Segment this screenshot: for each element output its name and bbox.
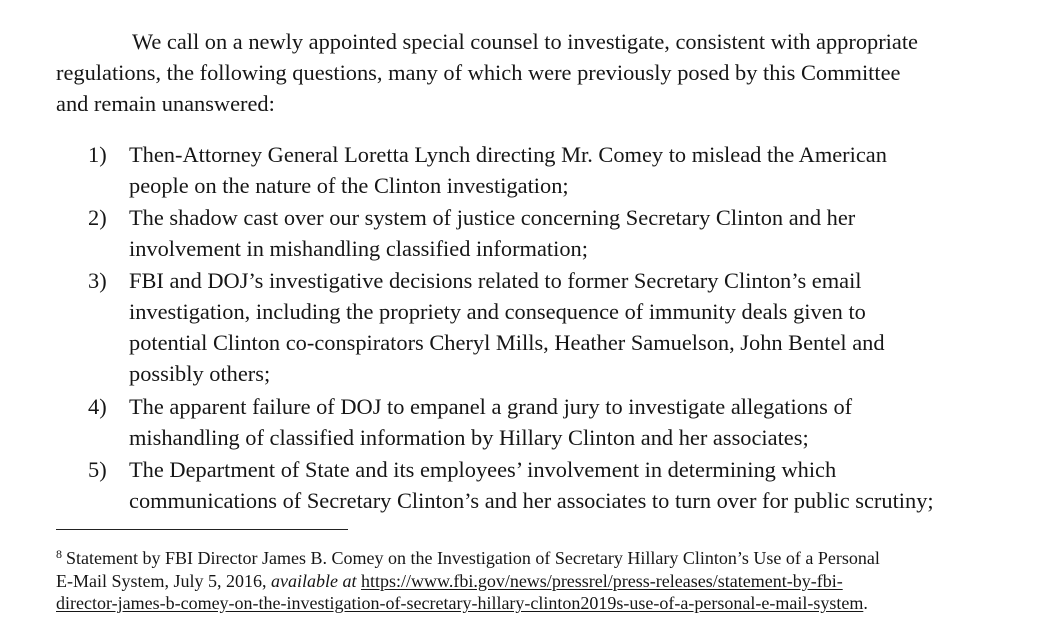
question-number: 4)	[88, 394, 107, 419]
question-line: communications of Secretary Clinton’s and her associates to turn over for public scrutiny;	[129, 488, 934, 513]
question-line: Then-Attorney General Loretta Lynch directing Mr. Comey to mislead the American	[129, 142, 887, 167]
question-text	[129, 265, 1029, 389]
footnote-text: Statement by FBI Director James B. Comey on the Investigation of Secretary Hillary Clinton’s Use of a Personal	[66, 548, 880, 568]
question-number: 1)	[88, 142, 107, 167]
question-text	[129, 454, 1029, 516]
question-line: investigation, including the propriety and consequence of immunity deals given to	[129, 299, 866, 324]
footnote-marker: 8	[56, 547, 62, 561]
question-line: The Department of State and its employees’ involvement in determining which	[129, 457, 837, 482]
question-line: involvement in mishandling classified information;	[129, 236, 588, 261]
question-text	[129, 391, 1029, 453]
footnote	[56, 543, 1026, 615]
question-line: possibly others;	[129, 361, 271, 386]
question-number: 3)	[88, 268, 107, 293]
footnote-divider	[56, 529, 348, 530]
footnote-link[interactable]: director-james-b-comey-on-the-investigation-of-secretary-hillary-clinton2019s-use-of-a-personal-e-mail-system	[56, 593, 864, 613]
question-line: potential Clinton co-conspirators Cheryl Mills, Heather Samuelson, John Bentel and	[129, 330, 885, 355]
question-text	[129, 139, 1029, 201]
question-line: FBI and DOJ’s investigative decisions related to former Secretary Clinton’s email	[129, 268, 862, 293]
footnote-line	[56, 570, 1026, 593]
question-text	[129, 202, 1029, 264]
question-line: The shadow cast over our system of justice concerning Secretary Clinton and her	[129, 205, 856, 230]
footnote-line	[56, 592, 1026, 615]
intro-paragraph	[56, 26, 986, 119]
question-line: mishandling of classified information by Hillary Clinton and her associates;	[129, 425, 809, 450]
question-line: people on the nature of the Clinton investigation;	[129, 173, 569, 198]
question-number: 2)	[88, 205, 107, 230]
intro-line: We call on a newly appointed special counsel to investigate, consistent with appropriate	[132, 29, 918, 54]
footnote-link[interactable]: https://www.fbi.gov/news/pressrel/press-releases/statement-by-fbi-	[360, 570, 843, 591]
intro-line: regulations, the following questions, many of which were previously posed by this Committee	[56, 60, 901, 85]
footnote-trailing: .	[863, 593, 868, 613]
intro-line: and remain unanswered:	[56, 91, 275, 116]
footnote-text: E-Mail System, July 5, 2016,	[56, 570, 267, 591]
footnote-italic-text: available at	[271, 570, 357, 591]
question-line: The apparent failure of DOJ to empanel a grand jury to investigate allegations of	[129, 394, 853, 419]
footnote-line	[56, 543, 1026, 570]
question-number: 5)	[88, 457, 107, 482]
